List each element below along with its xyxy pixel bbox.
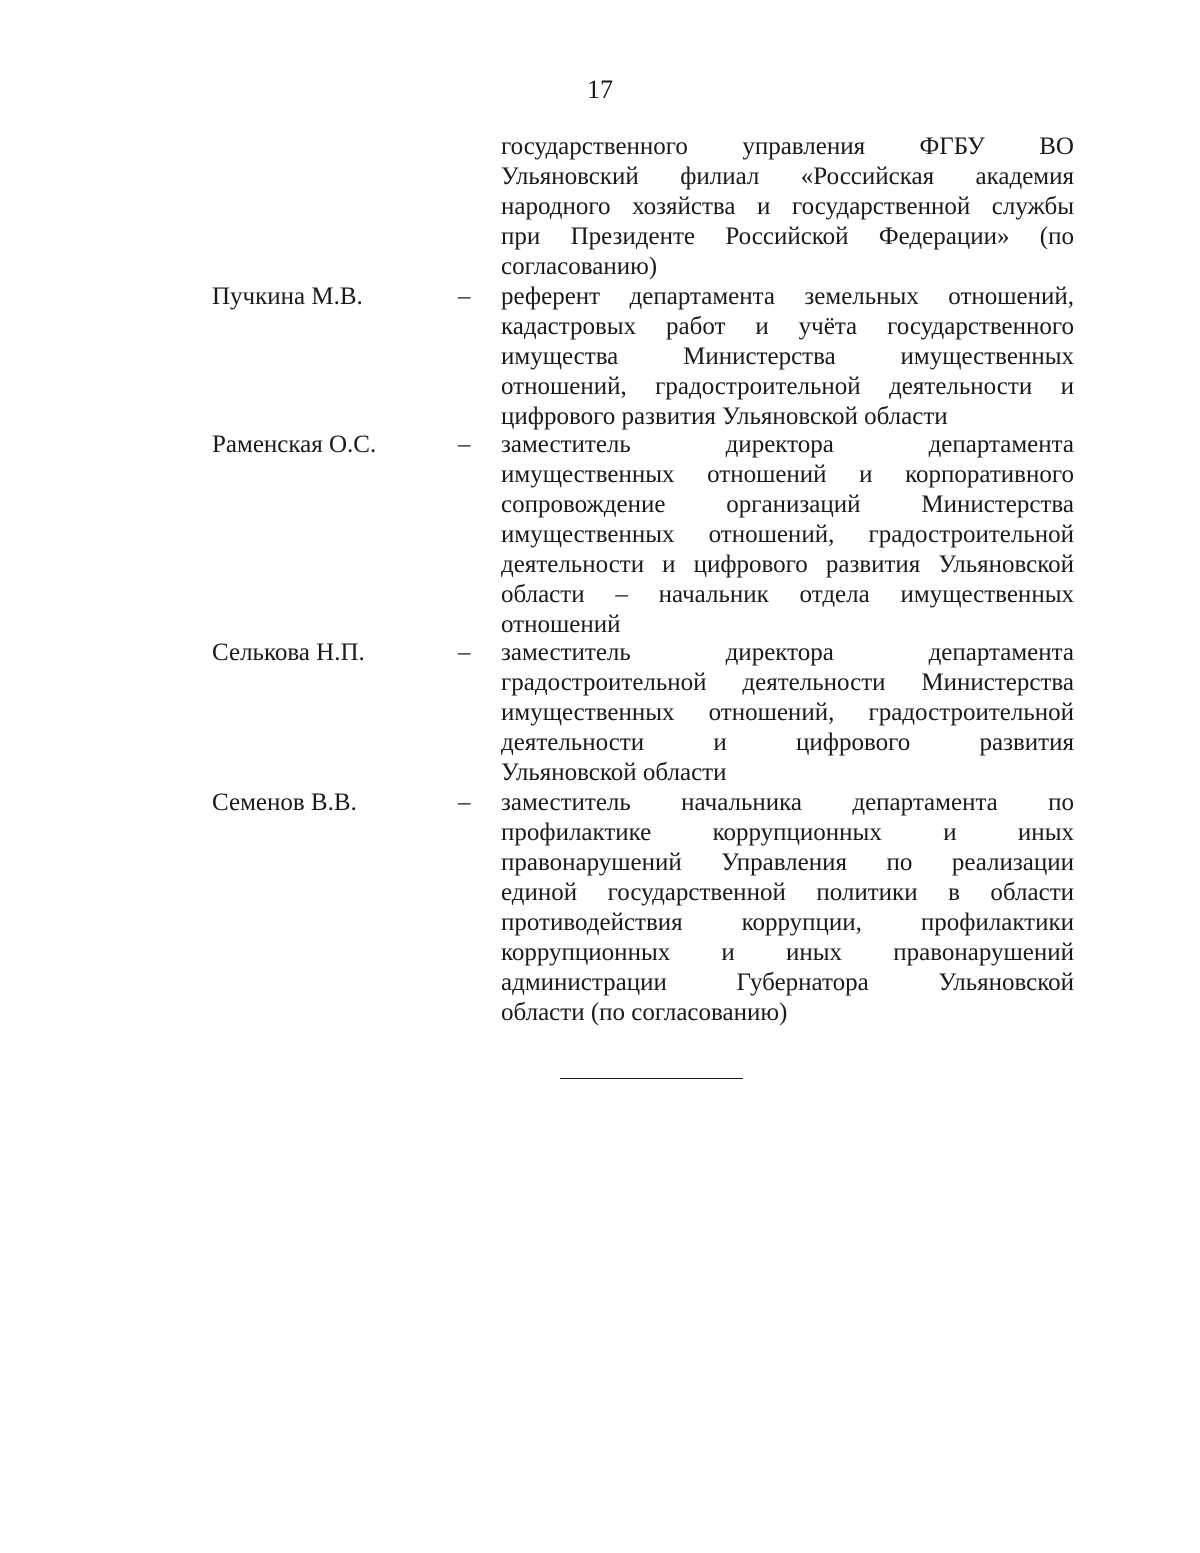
dash-separator: – (458, 639, 471, 666)
description-line: коррупционных и иных правонарушений (501, 939, 1074, 966)
description-line: администрации Губернатора Ульяновской (501, 969, 1074, 996)
dash-separator: – (458, 283, 471, 310)
member-description (501, 638, 1074, 788)
member-name: Пучкина М.В. (212, 283, 363, 310)
description-line: Ульяновский филиал «Российская академия (501, 163, 1074, 190)
description-line: согласованию) (501, 253, 658, 280)
description-line: имущественных отношений, градостроительной (501, 521, 1074, 548)
description-line: области – начальник отдела имущественных (501, 581, 1074, 608)
description-line: единой государственной политики в области (501, 879, 1074, 906)
description-line: имущественных отношений, градостроительной (501, 699, 1074, 726)
description-line: правонарушений Управления по реализации (501, 849, 1074, 876)
description-line: Ульяновской области (501, 759, 727, 786)
description-line: деятельности и цифрового развития Ульяновской (501, 551, 1074, 578)
description-line: кадастровых работ и учёта государственного (501, 313, 1074, 340)
dash-separator: – (458, 431, 471, 458)
description-line: профилактике коррупционных и иных (501, 819, 1074, 846)
description-line: народного хозяйства и государственной службы (501, 193, 1074, 220)
description-line: противодействия коррупции, профилактики (501, 909, 1074, 936)
dash-separator: – (458, 789, 471, 816)
member-name: Семенов В.В. (212, 789, 357, 816)
description-line: государственного управления ФГБУ ВО (501, 133, 1074, 160)
page-number: 17 (587, 75, 613, 104)
description-line: отношений (501, 611, 621, 638)
member-name: Селькова Н.П. (212, 639, 365, 666)
description-line: сопровождение организаций Министерства (501, 491, 1074, 518)
description-line: имущественных отношений и корпоративного (501, 461, 1074, 488)
continuation-description (501, 132, 1074, 282)
member-description (501, 282, 1074, 432)
description-line: при Президенте Российской Федерации» (по (501, 223, 1074, 250)
description-line: области (по согласованию) (501, 999, 788, 1026)
description-line: имущества Министерства имущественных (501, 343, 1074, 370)
description-line: отношений, градостроительной деятельности и (501, 373, 1074, 400)
description-line: деятельности и цифрового развития (501, 729, 1074, 756)
description-line: цифрового развития Ульяновской области (501, 403, 948, 430)
member-description (501, 788, 1074, 1028)
member-name: Раменская О.С. (212, 431, 377, 458)
description-line: заместитель директора департамента (501, 639, 1074, 666)
description-line: референт департамента земельных отношений, (501, 283, 1074, 310)
description-line: заместитель директора департамента (501, 431, 1074, 458)
description-line: градостроительной деятельности Министерства (501, 669, 1074, 696)
member-description (501, 430, 1074, 640)
description-line: заместитель начальника департамента по (501, 789, 1074, 816)
end-of-list-rule (560, 1078, 743, 1079)
